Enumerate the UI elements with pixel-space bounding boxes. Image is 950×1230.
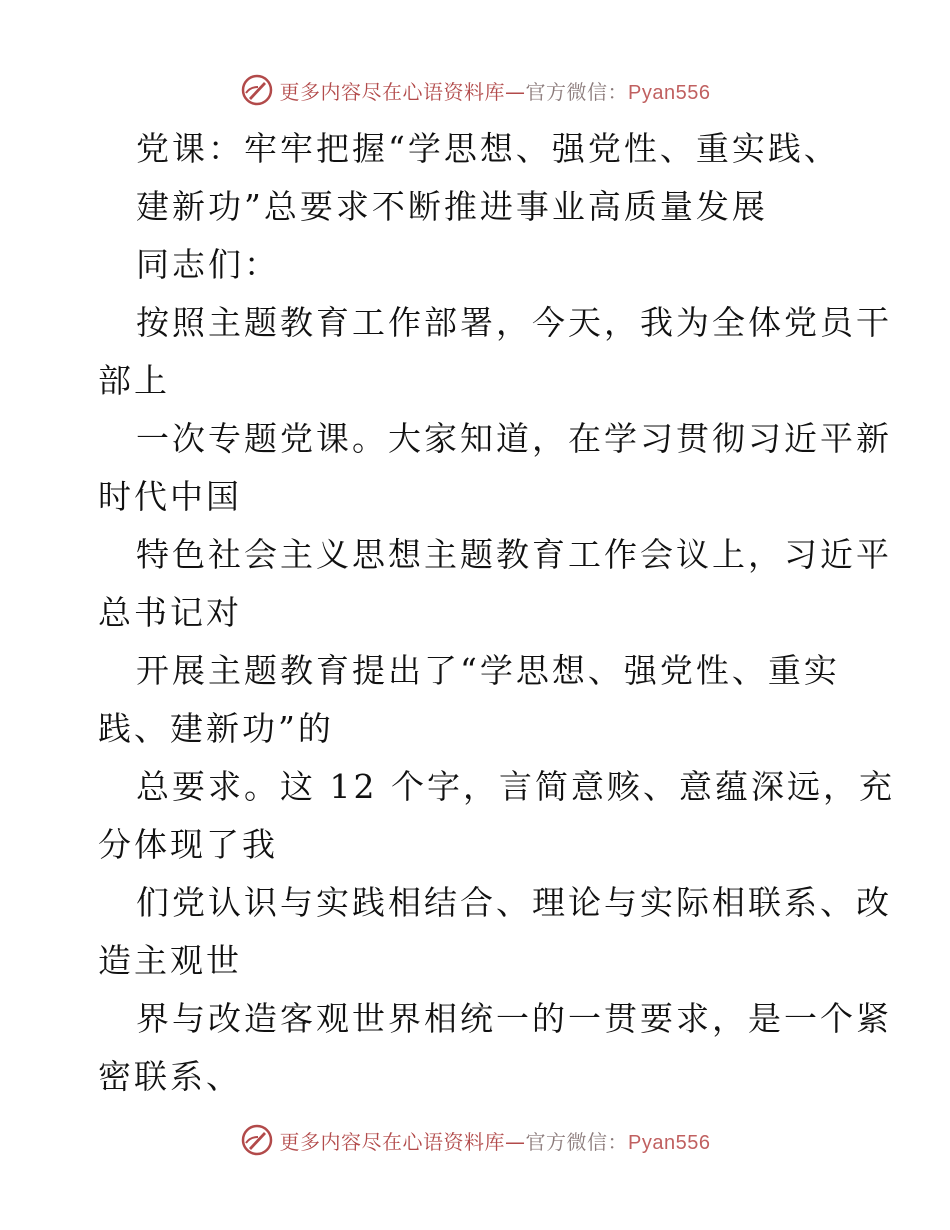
quill-pen-logo-icon — [240, 73, 274, 107]
footer-site-text: 更多内容尽在心语资料库 — [279, 1129, 506, 1154]
header-text — [280, 76, 711, 105]
doc-line: 按照主题教育工作部署，今天，我为全体党员干 — [136, 303, 892, 342]
doc-line: 造主观世 — [98, 941, 242, 980]
doc-line: 总要求。这 12 个字，言简意赅、意蕴深远，充 — [136, 767, 895, 806]
doc-line: 们党认识与实践相结合、理论与实际相联系、改 — [136, 883, 892, 922]
header-banner — [0, 70, 950, 110]
doc-line: 开展主题教育提出了“学思想、强党性、重实 — [136, 651, 840, 690]
doc-line: 党课：牢牢把握“学思想、强党性、重实践、 — [136, 129, 840, 168]
doc-line: 时代中国 — [98, 477, 242, 516]
footer-text — [280, 1126, 711, 1155]
header-dash: — — [505, 79, 526, 104]
doc-line: 同志们： — [136, 245, 280, 284]
doc-line: 界与改造客观世界相统一的一贯要求，是一个紧 — [136, 999, 892, 1038]
doc-line: 践、建新功”的 — [98, 709, 334, 748]
header-site-text: 更多内容尽在心语资料库 — [279, 79, 506, 104]
quill-pen-logo-icon — [240, 1123, 274, 1157]
doc-line: 分体现了我 — [98, 825, 278, 864]
footer-wechat-id: Pyan556 — [628, 1131, 711, 1154]
doc-line: 特色社会主义思想主题教育工作会议上，习近平 — [136, 535, 892, 574]
doc-line: 部上 — [98, 361, 170, 400]
footer-banner — [0, 1120, 950, 1160]
document-body — [98, 120, 895, 1106]
header-wechat-id: Pyan556 — [628, 81, 711, 104]
header-wechat-label: 官方微信： — [525, 79, 629, 104]
doc-line: 密联系、 — [98, 1057, 242, 1096]
doc-line: 一次专题党课。大家知道，在学习贯彻习近平新 — [136, 419, 892, 458]
doc-line: 建新功”总要求不断推进事业高质量发展 — [136, 187, 768, 226]
doc-line: 总书记对 — [98, 593, 242, 632]
footer-wechat-label: 官方微信： — [525, 1129, 629, 1154]
footer-dash: — — [505, 1129, 526, 1154]
